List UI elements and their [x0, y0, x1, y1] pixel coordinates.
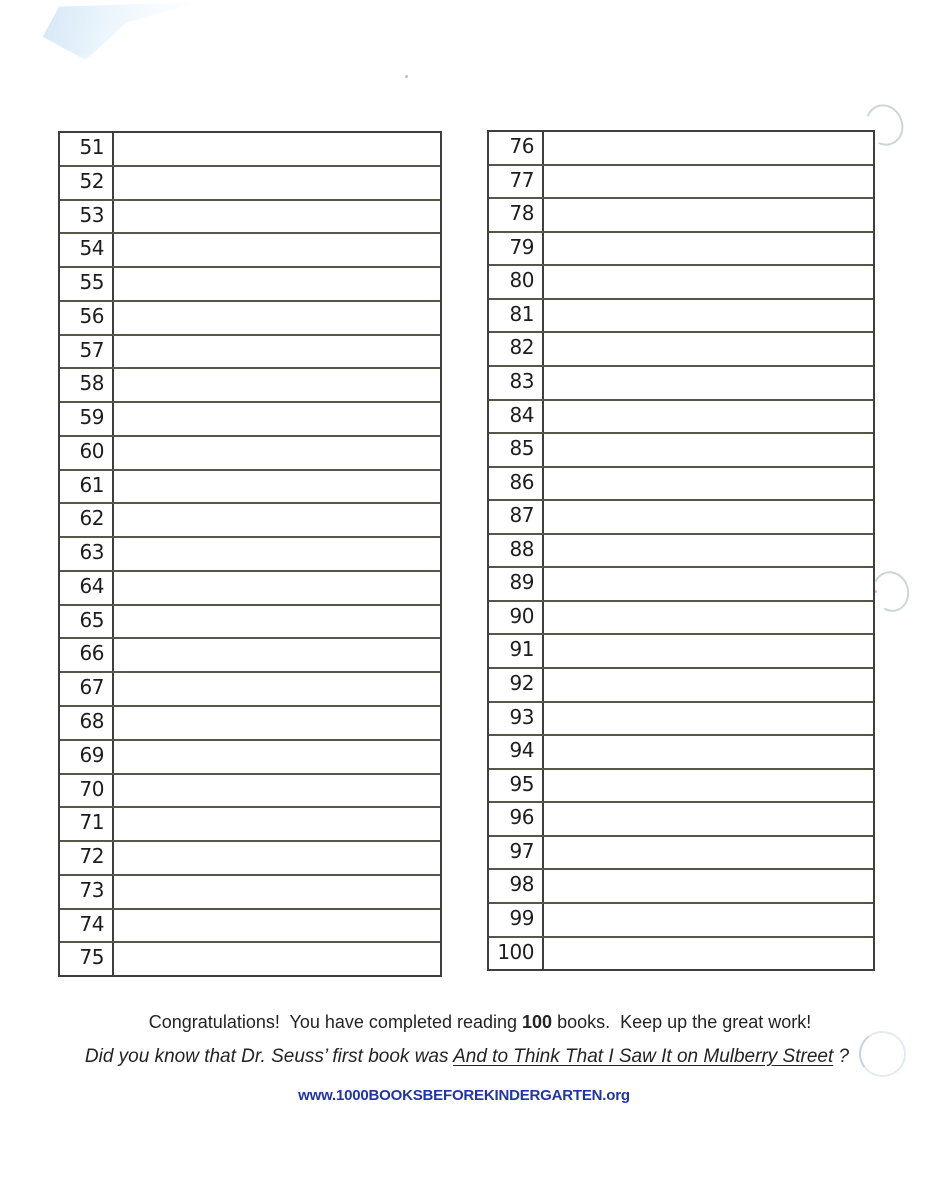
scan-speck	[405, 75, 408, 78]
row-number: 95	[489, 770, 544, 802]
row-number: 62	[60, 504, 114, 536]
row-number: 76	[489, 132, 544, 164]
table-row	[489, 801, 873, 835]
row-number: 88	[489, 535, 544, 567]
table-row	[60, 367, 440, 401]
book-title-blank	[544, 803, 873, 835]
row-number: 90	[489, 602, 544, 634]
book-title-blank	[114, 538, 440, 570]
book-title-blank	[114, 842, 440, 874]
table-row	[60, 133, 440, 165]
row-number: 67	[60, 673, 114, 705]
row-number: 64	[60, 572, 114, 604]
book-title-blank	[114, 606, 440, 638]
table-row	[60, 773, 440, 807]
book-title-blank	[544, 904, 873, 936]
table-row	[60, 570, 440, 604]
table-row	[489, 633, 873, 667]
row-number: 74	[60, 910, 114, 942]
book-title-blank	[544, 367, 873, 399]
table-row	[60, 840, 440, 874]
book-title-blank	[114, 437, 440, 469]
book-title-blank	[544, 501, 873, 533]
book-title-blank	[114, 201, 440, 233]
table-row	[489, 164, 873, 198]
book-title-blank	[544, 233, 873, 265]
book-title-blank	[544, 266, 873, 298]
table-row	[60, 637, 440, 671]
table-row	[60, 671, 440, 705]
table-row	[60, 941, 440, 975]
table-row	[489, 399, 873, 433]
table-row	[60, 401, 440, 435]
table-row	[489, 298, 873, 332]
book-title-blank	[114, 268, 440, 300]
row-number: 80	[489, 266, 544, 298]
table-row	[489, 264, 873, 298]
row-number: 73	[60, 876, 114, 908]
table-row	[60, 334, 440, 368]
row-number: 93	[489, 703, 544, 735]
table-row	[489, 533, 873, 567]
table-row	[60, 165, 440, 199]
congrats-text-pre: Congratulations! You have completed reading	[148, 1012, 523, 1032]
table-row	[489, 197, 873, 231]
table-row	[60, 300, 440, 334]
table-row	[60, 739, 440, 773]
row-number: 53	[60, 201, 114, 233]
table-row	[489, 768, 873, 802]
book-title-blank	[114, 910, 440, 942]
book-title-blank	[544, 870, 873, 902]
row-number: 59	[60, 403, 114, 435]
table-row	[60, 232, 440, 266]
row-number: 63	[60, 538, 114, 570]
book-title-blank	[544, 401, 873, 433]
book-title-blank	[114, 302, 440, 334]
row-number: 89	[489, 568, 544, 600]
book-title-blank	[544, 300, 873, 332]
row-number: 68	[60, 707, 114, 739]
table-row	[489, 231, 873, 265]
row-number: 58	[60, 369, 114, 401]
book-title-blank	[114, 775, 440, 807]
book-title-blank	[114, 572, 440, 604]
book-title-underlined: And to Think That I Saw It on Mulberry Street	[453, 1046, 834, 1067]
table-row	[489, 432, 873, 466]
book-title-blank	[114, 471, 440, 503]
row-number: 77	[489, 166, 544, 198]
row-number: 71	[60, 808, 114, 840]
row-number: 98	[489, 870, 544, 902]
row-number: 51	[60, 133, 114, 165]
book-title-blank	[544, 535, 873, 567]
row-number: 56	[60, 302, 114, 334]
table-row	[60, 536, 440, 570]
row-number: 97	[489, 837, 544, 869]
table-row	[60, 705, 440, 739]
table-row	[489, 667, 873, 701]
table-row	[489, 600, 873, 634]
book-title-blank	[114, 167, 440, 199]
book-title-blank	[114, 741, 440, 773]
table-row	[60, 806, 440, 840]
table-row	[489, 365, 873, 399]
book-title-blank	[544, 568, 873, 600]
row-number: 99	[489, 904, 544, 936]
book-title-blank	[544, 199, 873, 231]
table-row	[489, 331, 873, 365]
table-row	[489, 566, 873, 600]
congratulations-text	[0, 1012, 928, 1033]
book-title-blank	[114, 336, 440, 368]
website-url: www.1000BOOKSBEFOREKINDERGARTEN.org	[298, 1087, 630, 1104]
book-title-blank	[114, 808, 440, 840]
table-row	[489, 132, 873, 164]
book-title-blank	[544, 837, 873, 869]
scan-smudge-artifact	[36, 2, 201, 60]
row-number: 94	[489, 736, 544, 768]
row-number: 70	[60, 775, 114, 807]
table-row	[60, 435, 440, 469]
book-title-blank	[544, 736, 873, 768]
book-title-blank	[114, 234, 440, 266]
book-title-blank	[544, 132, 873, 164]
row-number: 54	[60, 234, 114, 266]
row-number: 100	[489, 938, 544, 970]
table-row	[489, 734, 873, 768]
book-title-blank	[544, 434, 873, 466]
table-row	[60, 502, 440, 536]
table-row	[489, 835, 873, 869]
book-title-blank	[544, 468, 873, 500]
book-title-blank	[114, 369, 440, 401]
book-title-blank	[544, 166, 873, 198]
row-number: 87	[489, 501, 544, 533]
book-title-blank	[544, 703, 873, 735]
table-row	[489, 902, 873, 936]
book-title-blank	[544, 602, 873, 634]
row-number: 55	[60, 268, 114, 300]
book-title-blank	[544, 938, 873, 970]
row-number: 96	[489, 803, 544, 835]
row-number: 91	[489, 635, 544, 667]
row-number: 65	[60, 606, 114, 638]
table-row	[60, 469, 440, 503]
row-number: 72	[60, 842, 114, 874]
books-count: 100	[522, 1012, 553, 1032]
row-number: 83	[489, 367, 544, 399]
table-row	[489, 701, 873, 735]
book-title-blank	[114, 707, 440, 739]
row-number: 60	[60, 437, 114, 469]
fact-text-pre: Did you know that Dr. Seuss’ first book was	[84, 1046, 454, 1067]
book-title-blank	[114, 403, 440, 435]
table-row	[60, 199, 440, 233]
row-number: 69	[60, 741, 114, 773]
table-row	[489, 868, 873, 902]
row-number: 52	[60, 167, 114, 199]
fun-fact-text	[0, 1046, 928, 1068]
congrats-text-post: books. Keep up the great work!	[552, 1012, 812, 1032]
reading-log-table-76-100	[487, 130, 875, 971]
row-number: 57	[60, 336, 114, 368]
row-number: 78	[489, 199, 544, 231]
book-title-blank	[114, 133, 440, 165]
book-title-blank	[114, 673, 440, 705]
book-title-blank	[544, 333, 873, 365]
row-number: 92	[489, 669, 544, 701]
book-title-blank	[114, 639, 440, 671]
book-title-blank	[544, 669, 873, 701]
row-number: 86	[489, 468, 544, 500]
row-number: 75	[60, 943, 114, 975]
row-number: 84	[489, 401, 544, 433]
row-number: 66	[60, 639, 114, 671]
table-row	[489, 936, 873, 970]
row-number: 79	[489, 233, 544, 265]
row-number: 85	[489, 434, 544, 466]
table-row	[60, 266, 440, 300]
table-row	[60, 908, 440, 942]
table-row	[489, 466, 873, 500]
book-title-blank	[544, 635, 873, 667]
book-title-blank	[114, 943, 440, 975]
table-row	[60, 874, 440, 908]
table-row	[60, 604, 440, 638]
fact-text-post: ?	[833, 1046, 850, 1067]
book-title-blank	[544, 770, 873, 802]
book-title-blank	[114, 504, 440, 536]
reading-log-table-51-75	[58, 131, 442, 977]
row-number: 82	[489, 333, 544, 365]
table-row	[489, 499, 873, 533]
row-number: 81	[489, 300, 544, 332]
row-number: 61	[60, 471, 114, 503]
book-title-blank	[114, 876, 440, 908]
